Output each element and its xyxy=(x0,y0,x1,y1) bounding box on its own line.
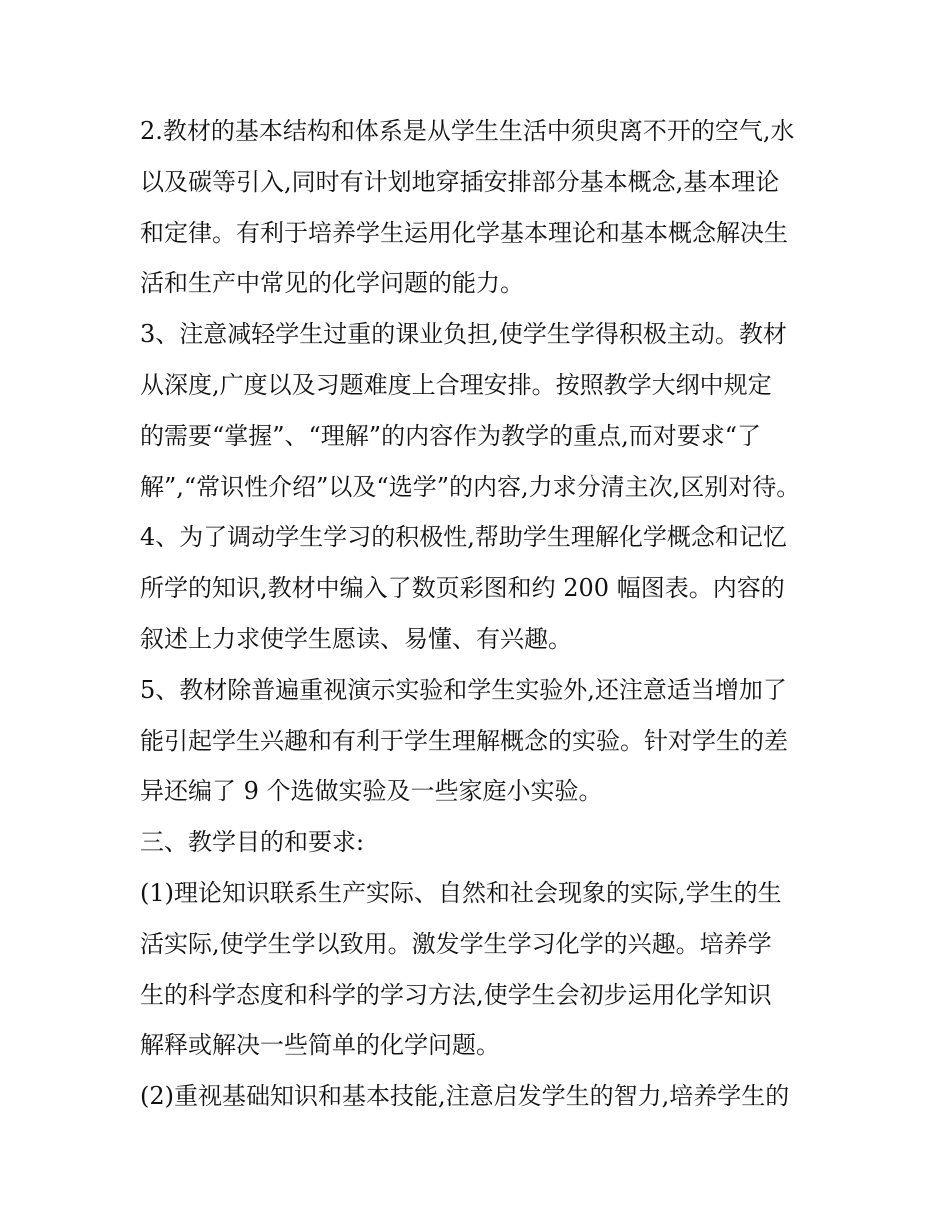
text-line-10: 所学的知识,教材中编入了数页彩图和约 200 幅图表。内容的 xyxy=(140,574,785,603)
text-line-7: 的需要“掌握”、“理解”的内容作为教学的重点,而对要求“了 xyxy=(140,421,761,450)
text-line-5: 3、注意减轻学生过重的课业负担,使学生学得积极主动。教材 xyxy=(140,320,787,349)
section-heading: 三、教学目的和要求: xyxy=(140,828,365,857)
text-line-16: (1)理论知识联系生产实际、自然和社会现象的实际,学生的生 xyxy=(140,878,782,907)
text-line-9: 4、为了调动学生学习的积极性,帮助学生理解化学概念和记忆 xyxy=(140,523,787,552)
text-line-13: 能引起学生兴趣和有利于学生理解概念的实验。针对学生的差 xyxy=(140,726,788,755)
text-line-4: 活和生产中常见的化学问题的能力。 xyxy=(140,269,524,298)
text-line-8: 解”,“常识性介绍”以及“选学”的内容,力求分清主次,区别对待。 xyxy=(140,472,801,501)
text-line-2: 以及碳等引入,同时有计划地穿插安排部分基本概念,基本理论 xyxy=(140,167,780,196)
text-line-3: 和定律。有利于培养学生运用化学基本理论和基本概念解决生 xyxy=(140,218,788,247)
text-line-12: 5、教材除普遍重视演示实验和学生实验外,还注意适当增加了 xyxy=(140,675,787,704)
text-line-20: (2)重视基础知识和基本技能,注意启发学生的智力,培养学生的 xyxy=(140,1082,790,1111)
text-line-11: 叙述上力求使学生愿读、易懂、有兴趣。 xyxy=(140,624,572,653)
text-line-17: 活实际,使学生学以致用。激发学生学习化学的兴趣。培养学 xyxy=(140,929,772,958)
text-line-14: 异还编了 9 个选做实验及一些家庭小实验。 xyxy=(140,777,603,806)
text-line-6: 从深度,广度以及习题难度上合理安排。按照教学大纲中规定 xyxy=(140,370,772,399)
text-line-19: 解释或解决一些简单的化学问题。 xyxy=(140,1031,500,1060)
document-body xyxy=(140,106,820,1122)
text-line-1: 2.教材的基本结构和体系是从学生生活中须臾离不开的空气,水 xyxy=(140,117,795,145)
text-line-18: 生的科学态度和科学的学习方法,使学生会初步运用化学知识 xyxy=(140,980,772,1009)
